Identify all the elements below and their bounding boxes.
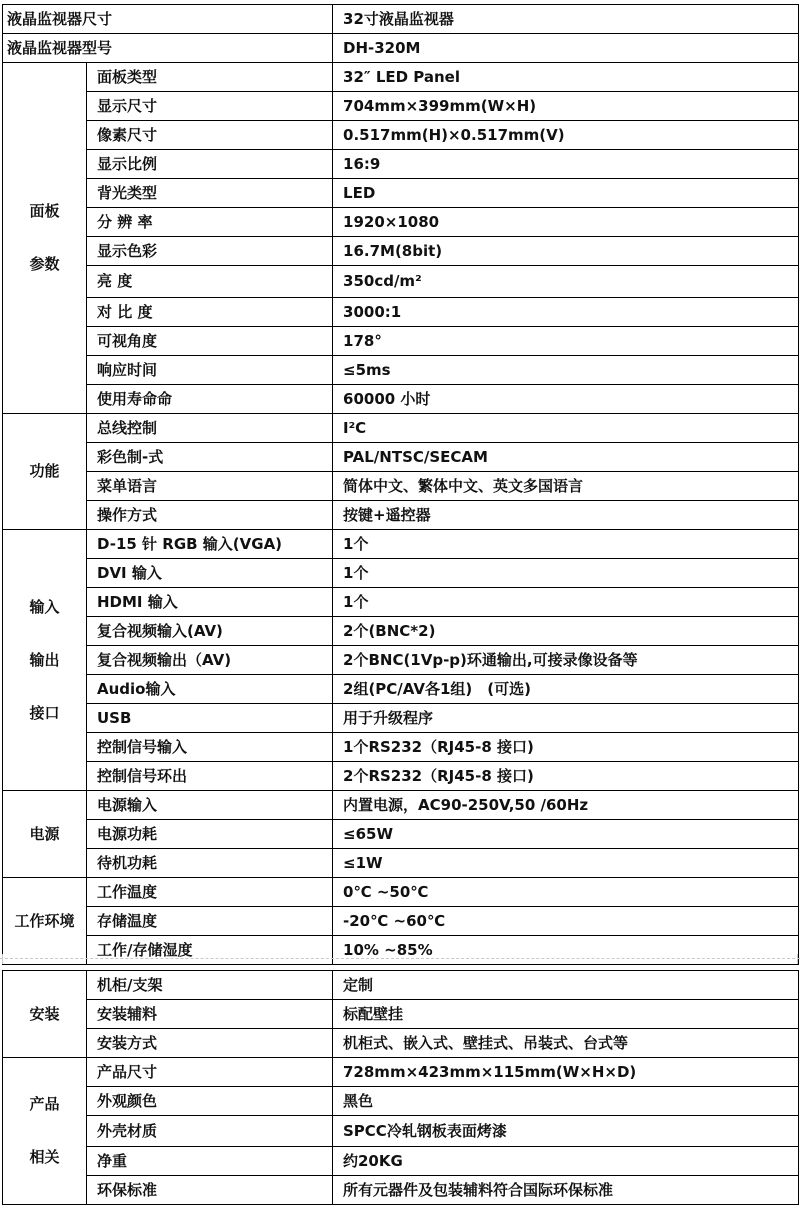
group-label-line: 安装 <box>29 1004 60 1023</box>
spec-label: 显示尺寸 <box>87 92 333 121</box>
spec-value: 标配壁挂 <box>333 1000 799 1029</box>
table-row <box>3 559 799 588</box>
spec-value: 16:9 <box>333 150 799 179</box>
spec-value: 0.517mm(H)×0.517mm(V) <box>333 121 799 150</box>
spec-value: ≤1W <box>333 849 799 878</box>
table-row <box>3 1058 799 1087</box>
spec-label: Audio输入 <box>87 675 333 704</box>
spec-label: 显示色彩 <box>87 237 333 266</box>
group-label-line: 参数 <box>29 255 60 273</box>
table-row <box>3 414 799 443</box>
spec-value: 按键+遥控器 <box>333 501 799 530</box>
spec-label: 安装方式 <box>87 1029 333 1058</box>
spec-label: 响应时间 <box>87 356 333 385</box>
spec-label: HDMI 输入 <box>87 588 333 617</box>
table-row <box>3 356 799 385</box>
spec-label: D-15 针 RGB 输入(VGA) <box>87 530 333 559</box>
spec-label: 使用寿命命 <box>87 385 333 414</box>
spec-label: 分 辨 率 <box>87 208 333 237</box>
spec-label: 控制信号输入 <box>87 733 333 762</box>
group-label <box>3 1058 87 1205</box>
spec-value: 0℃ ~50℃ <box>333 878 799 907</box>
table-row <box>3 849 799 878</box>
spec-label: 存储温度 <box>87 907 333 936</box>
spec-value: 机柜式、嵌入式、壁挂式、吊装式、台式等 <box>333 1029 799 1058</box>
spec-label: DVI 输入 <box>87 559 333 588</box>
table-row <box>3 530 799 559</box>
table-row <box>3 1029 799 1058</box>
spec-label: 待机功耗 <box>87 849 333 878</box>
table-row <box>3 675 799 704</box>
table-row <box>3 150 799 179</box>
spec-label: 液晶监视器尺寸 <box>3 5 333 34</box>
table-row <box>3 907 799 936</box>
spec-table-main <box>2 4 799 965</box>
group-label-line: 电源 <box>29 824 60 843</box>
table-row <box>3 762 799 791</box>
group-label-line: 输入 <box>29 597 60 616</box>
spec-label: 亮 度 <box>87 266 333 298</box>
group-label-line: 工作环境 <box>14 911 75 930</box>
table-row <box>3 327 799 356</box>
group-label-line: 相关 <box>29 1148 60 1166</box>
spec-value: SPCC冷轧钢板表面烤漆 <box>333 1116 799 1147</box>
group-label <box>3 791 87 878</box>
spec-value: DH-320M <box>333 34 799 63</box>
group-label-line: 功能 <box>29 462 60 480</box>
table-row <box>3 63 799 92</box>
spec-label: 工作温度 <box>87 878 333 907</box>
table-row <box>3 588 799 617</box>
table-row <box>3 936 799 965</box>
table-row <box>3 501 799 530</box>
spec-value: ≤5ms <box>333 356 799 385</box>
group-label <box>3 414 87 530</box>
table-row <box>3 733 799 762</box>
spec-label: 外壳材质 <box>87 1116 333 1147</box>
spec-value: 2个(BNC*2) <box>333 617 799 646</box>
table-row <box>3 237 799 266</box>
table-row <box>3 266 799 298</box>
spec-label: 复合视频输出（AV) <box>87 646 333 675</box>
table-row <box>3 5 799 34</box>
spec-value: 350cd/m² <box>333 266 799 298</box>
spec-label: 背光类型 <box>87 179 333 208</box>
spec-value: 2组(PC/AV各1组) (可选) <box>333 675 799 704</box>
spec-label: 复合视频输入(AV) <box>87 617 333 646</box>
table-row <box>3 208 799 237</box>
spec-label: 对 比 度 <box>87 298 333 327</box>
spec-value: 60000 小时 <box>333 385 799 414</box>
spec-value: I²C <box>333 414 799 443</box>
table-row <box>3 1000 799 1029</box>
spec-label: 产品尺寸 <box>87 1058 333 1087</box>
table-row <box>3 704 799 733</box>
group-label-line: 输出 <box>29 650 60 669</box>
table-row <box>3 878 799 907</box>
spec-value: PAL/NTSC/SECAM <box>333 443 799 472</box>
spec-value: 32″ LED Panel <box>333 63 799 92</box>
table-row <box>3 820 799 849</box>
spec-value: 178° <box>333 327 799 356</box>
spec-value: 1个 <box>333 559 799 588</box>
spec-value: LED <box>333 179 799 208</box>
group-label-line: 产品 <box>29 1095 60 1113</box>
spec-label: USB <box>87 704 333 733</box>
spec-value: 2个BNC(1Vp-p)环通输出,可接录像设备等 <box>333 646 799 675</box>
table-row <box>3 179 799 208</box>
spec-label: 显示比例 <box>87 150 333 179</box>
spec-value: 简体中文、繁体中文、英文多国语言 <box>333 472 799 501</box>
group-label-line: 面板 <box>29 202 60 220</box>
spec-value: 约20KG <box>333 1147 799 1176</box>
table-row <box>3 971 799 1000</box>
spec-label: 彩色制-式 <box>87 443 333 472</box>
table-row <box>3 121 799 150</box>
table-row <box>3 472 799 501</box>
table-row <box>3 791 799 820</box>
spec-label: 电源输入 <box>87 791 333 820</box>
spec-label: 机柜/支架 <box>87 971 333 1000</box>
spec-label: 环保标准 <box>87 1176 333 1205</box>
table-row <box>3 443 799 472</box>
spec-label: 工作/存储湿度 <box>87 936 333 965</box>
page-break-tick <box>797 954 798 964</box>
spec-value: 10% ~85% <box>333 936 799 965</box>
spec-value: 728mm×423mm×115mm(W×H×D) <box>333 1058 799 1087</box>
spec-value: 1个RS232（RJ45-8 接口) <box>333 733 799 762</box>
spec-label: 菜单语言 <box>87 472 333 501</box>
group-label <box>3 63 87 414</box>
table-row <box>3 1147 799 1176</box>
page-break-line <box>0 958 800 959</box>
spec-label: 电源功耗 <box>87 820 333 849</box>
spec-label: 安装辅料 <box>87 1000 333 1029</box>
spec-value: 1920×1080 <box>333 208 799 237</box>
group-label <box>3 530 87 791</box>
table-row <box>3 34 799 63</box>
spec-label: 像素尺寸 <box>87 121 333 150</box>
table-row <box>3 1116 799 1147</box>
spec-label: 净重 <box>87 1147 333 1176</box>
spec-value: 16.7M(8bit) <box>333 237 799 266</box>
group-label-line: 接口 <box>29 703 60 722</box>
spec-label: 液晶监视器型号 <box>3 34 333 63</box>
spec-value: 2个RS232（RJ45-8 接口) <box>333 762 799 791</box>
spec-value: 内置电源，AC90-250V,50 /60Hz <box>333 791 799 820</box>
table-row <box>3 298 799 327</box>
spec-label: 控制信号环出 <box>87 762 333 791</box>
spec-value: 1个 <box>333 530 799 559</box>
spec-label: 外观颜色 <box>87 1087 333 1116</box>
spec-value: 1个 <box>333 588 799 617</box>
table-row <box>3 617 799 646</box>
spec-value: 32寸液晶监视器 <box>333 5 799 34</box>
spec-label: 总线控制 <box>87 414 333 443</box>
group-label <box>3 878 87 965</box>
table-row <box>3 92 799 121</box>
group-label <box>3 971 87 1058</box>
spec-label: 操作方式 <box>87 501 333 530</box>
spec-value: 用于升级程序 <box>333 704 799 733</box>
spec-label: 面板类型 <box>87 63 333 92</box>
spec-value: 3000:1 <box>333 298 799 327</box>
spec-value: -20℃ ~60℃ <box>333 907 799 936</box>
table-row <box>3 646 799 675</box>
spec-value: ≤65W <box>333 820 799 849</box>
spec-label: 可视角度 <box>87 327 333 356</box>
page-break-tick <box>2 954 3 964</box>
spec-table-install <box>2 970 799 1205</box>
spec-value: 704mm×399mm(W×H) <box>333 92 799 121</box>
table-row <box>3 385 799 414</box>
spec-value: 所有元器件及包装辅料符合国际环保标准 <box>333 1176 799 1205</box>
table-row <box>3 1176 799 1205</box>
spec-value: 黑色 <box>333 1087 799 1116</box>
table-row <box>3 1087 799 1116</box>
spec-value: 定制 <box>333 971 799 1000</box>
